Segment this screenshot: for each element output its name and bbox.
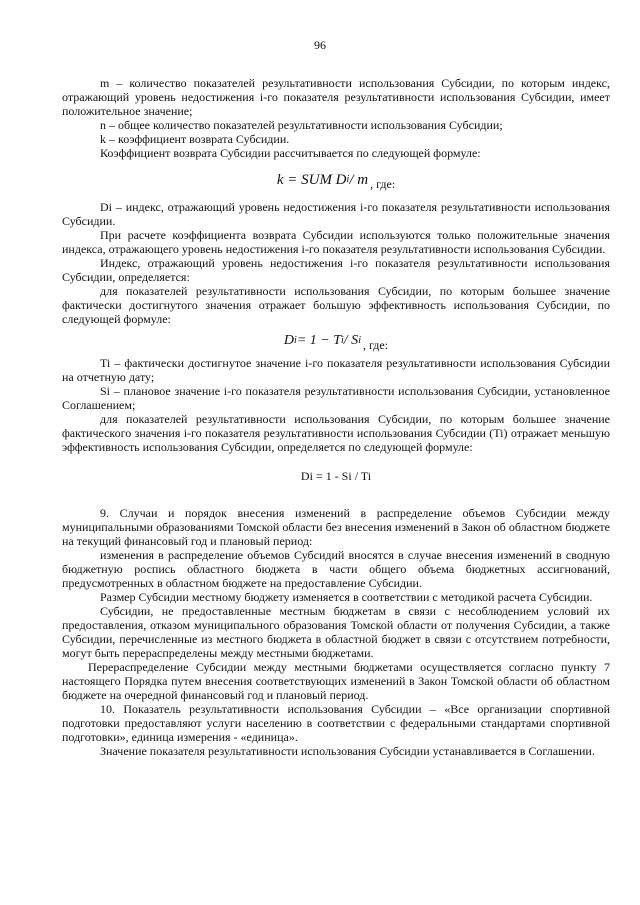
- paragraph: Индекс, отражающий уровень недостижения i-го показателя результативности использования Субсидии, определяется:: [62, 256, 610, 284]
- page-number: 96: [314, 38, 326, 52]
- paragraph: Перераспределение Субсидии между местными бюджетами осуществляется согласно пункту 7 настоящего Порядка путем внесения соответствующих изменений в Закон Томской области об областном бюджете на очередной финансовый год и плановый период.: [62, 660, 610, 702]
- paragraph: для показателей результативности использования Субсидии, по которым большее значение фактически достигнутого значения отражает большую эффективность использования Субсидии, по следующей формуле:: [62, 284, 610, 326]
- paragraph: n – общее количество показателей результативности использования Субсидии;: [100, 118, 503, 132]
- paragraph: Значение показателя результативности использования Субсидии устанавливается в Соглашении.: [100, 744, 595, 758]
- formula-suffix: , где:: [362, 338, 389, 352]
- formula-expression-tail: / m: [349, 172, 369, 188]
- formula-expression: k = SUM D: [276, 172, 347, 188]
- formula-subscript: i: [294, 335, 297, 346]
- paragraph: k – коэффициент возврата Субсидии.: [100, 132, 290, 146]
- formula-eq: = 1 − T: [296, 333, 342, 348]
- paragraph: Si – плановое значение i-го показателя результативности использования Субсидии, установленное Соглашением;: [62, 384, 610, 412]
- formula-subscript: i: [358, 335, 361, 346]
- formula-index-inverse: Di = 1 - Si / Ti: [300, 469, 372, 483]
- paragraph: Коэффициент возврата Субсидии рассчитывается по следующей формуле:: [100, 146, 481, 160]
- paragraph: Субсидии, не предоставленные местным бюджетам в связи с несоблюдением условий их предоставления, отказом муниципального образования Томской области от получения Субсидии, а также Субсидии, перечисленные из местного бюджета в областной бюджет в связи с отсутствием потребности, могут быть перераспределены между местными бюджетами.: [62, 604, 610, 660]
- paragraph: 10. Показатель результативности использования Субсидии – «Все организации спортивной подготовки предоставляют услуги населению в соответствии с федеральными стандартами спортивной подготовки», единица измерения - «единица».: [62, 702, 610, 744]
- paragraph: Размер Субсидии местному бюджету изменяется в соответствии с методикой расчета Субсидии.: [100, 590, 593, 604]
- paragraph: Di – индекс, отражающий уровень недостижения i-го показателя результативности использования Субсидии.: [62, 200, 610, 228]
- document-body: [62, 76, 610, 758]
- paragraph: 9. Случаи и порядок внесения изменений в распределение объемов Субсидии между муниципальными образованиями Томской области без внесения изменений в Закон об областном бюджете на текущий финансовый год и плановый период:: [62, 506, 610, 548]
- formula-suffix: , где:: [370, 177, 396, 191]
- formula-d: D: [283, 333, 295, 348]
- formula-index-direct: [62, 326, 610, 356]
- paragraph: изменения в распределение объемов Субсидий вносятся в случае внесения изменений в сводную бюджетную роспись областного бюджета в части общего объема бюджетных ассигнований, предусмотренных в областном бюджете на предоставление Субсидии.: [62, 548, 610, 590]
- formula-subscript: i: [346, 174, 350, 185]
- formula-return-coefficient: [62, 160, 610, 200]
- formula-subscript: i: [341, 335, 344, 346]
- paragraph: для показателей результативности использования Субсидии, по которым большее значение фактического значения i-го показателя результативности использования Субсидии (Ti) отражает меньшую эффективность использования Субсидии, определяется по следующей формуле:: [62, 412, 610, 454]
- paragraph: Ti – фактически достигнутое значение i-го показателя результативности использования Субсидии на отчетную дату;: [62, 356, 610, 384]
- formula-div: / S: [343, 333, 359, 348]
- paragraph: При расчете коэффициента возврата Субсидии используются только положительные значения индекса, отражающего уровень недостижения i-го показателя результативности использования Субсидии.: [62, 228, 610, 256]
- paragraph: m – количество показателей результативности использования Субсидии, по которым индекс, отражающий уровень недостижения i-го показателя результативности использования Субсидии, имеет положительное значение;: [62, 76, 610, 118]
